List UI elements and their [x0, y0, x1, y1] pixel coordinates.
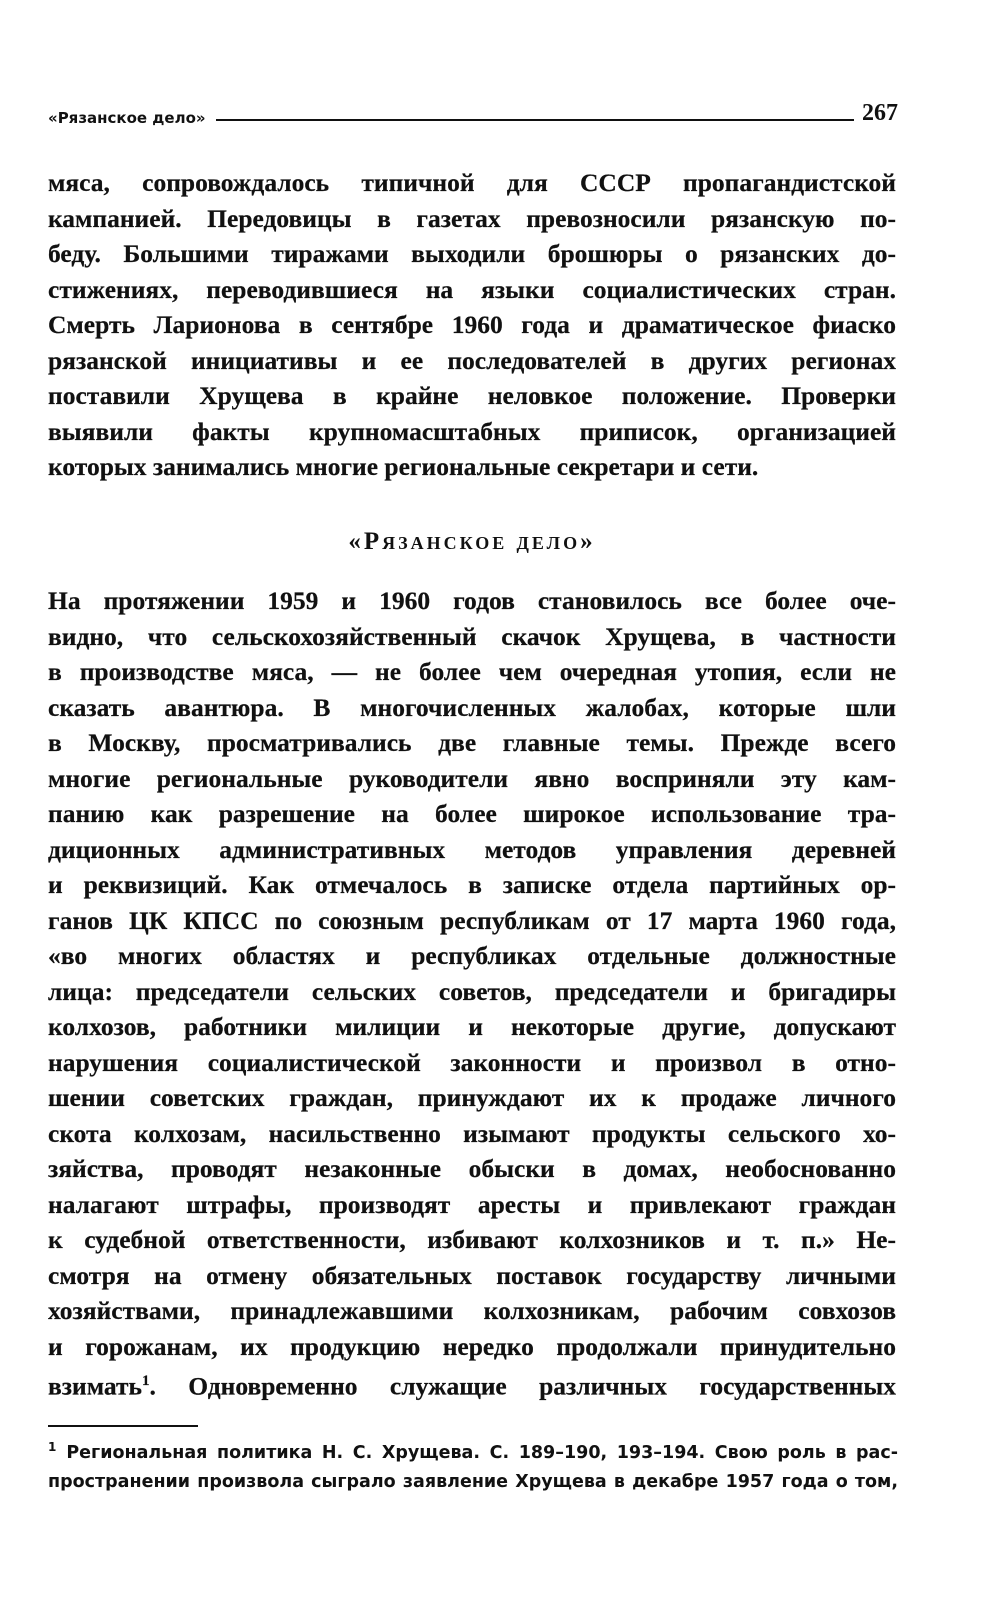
text-line: смотря на отмену обязательных поставок государству личными — [48, 1260, 896, 1290]
text-line: выявили факты крупномасштабных приписок, организацией — [48, 416, 896, 446]
header-rule — [216, 119, 854, 121]
text-fragment: взимать — [48, 1371, 143, 1401]
section-heading: «Рязанское дело» — [348, 528, 596, 555]
text-line: скота колхозам, насильственно изымают продукты сельского хо- — [48, 1118, 896, 1148]
running-title: «Рязанское дело» — [48, 109, 206, 127]
text-line: диционных административных методов управления деревней — [48, 834, 896, 864]
footnote-rule — [48, 1425, 198, 1427]
footnote-line: пространении произвола сыграло заявление Хрущева в декабре 1957 года о том, — [48, 1471, 898, 1492]
text-fragment: . Одновременно служащие различных государственных — [149, 1371, 896, 1401]
text-line: кампанией. Передовицы в газетах превозносили рязанскую по- — [48, 203, 896, 233]
text-line: колхозов, работники милиции и некоторые другие, допускают — [48, 1012, 896, 1041]
text-line: зяйства, проводят незаконные обыски в домах, необоснованно — [48, 1154, 896, 1183]
paragraph-2 — [48, 583, 896, 1404]
text-line: которых занимались многие региональные секретари и сети. — [48, 452, 759, 481]
paragraph-1 — [48, 165, 896, 485]
text-line: рязанской инициативы и ее последователей в других регионах — [48, 345, 896, 375]
text-line: к судебной ответственности, избивают колхозников и т. п.» Не- — [48, 1225, 896, 1254]
footnote — [48, 1433, 898, 1497]
text-line: видно, что сельскохозяйственный скачок Хрущева, в частности — [48, 621, 896, 651]
text-line: Смерть Ларионова в сентябре 1960 года и драматическое фиаско — [48, 310, 896, 339]
text-line: и реквизиций. Как отмечалось в записке отдела партийных ор- — [48, 870, 896, 899]
text-line: сказать авантюра. В многочисленных жалобах, которые шли — [48, 692, 896, 722]
text-line: беду. Большими тиражами выходили брошюры о рязанских до- — [48, 239, 896, 268]
text-line: панию как разрешение на более широкое использование тра- — [48, 799, 896, 828]
text-line: ганов ЦК КПСС по союзным республикам от 17 марта 1960 года, — [48, 905, 896, 935]
text-line: хозяйствами, принадлежавшими колхозникам, рабочим совхозов — [48, 1296, 896, 1325]
text-line-with-footnote-ref — [48, 1364, 896, 1404]
footnote-text: Региональная политика Н. С. Хрущева. С. 189–190, 193–194. Свою роль в рас- — [66, 1442, 898, 1463]
footnote-reference[interactable]: 1 — [142, 1373, 150, 1389]
text-line: в Москву, просматривались две главные темы. Прежде всего — [48, 728, 896, 757]
text-line: поставили Хрущева в крайне неловкое положение. Проверки — [48, 381, 896, 410]
text-line: мяса, сопровождалось типичной для СССР пропагандистской — [48, 168, 896, 197]
text-line: в производстве мяса, — не более чем очередная утопия, если не — [48, 657, 896, 686]
text-line: шении советских граждан, принуждают их к продаже личного — [48, 1083, 896, 1112]
footnote-line — [48, 1433, 898, 1468]
text-line: стижениях, переводившиеся на языки социалистических стран. — [48, 274, 896, 304]
text-line: «во многих областях и республиках отдельные должностные — [48, 941, 896, 970]
footnote-marker: 1 — [48, 1440, 57, 1454]
text-line: нарушения социалистической законности и произвол в отно- — [48, 1047, 896, 1077]
text-line: многие региональные руководители явно восприняли эту кам- — [48, 763, 896, 793]
text-line: и горожанам, их продукцию нередко продолжали принудительно — [48, 1331, 896, 1361]
text-line: налагают штрафы, производят аресты и привлекают граждан — [48, 1189, 896, 1219]
text-line: лица: председатели сельских советов, председатели и бригадиры — [48, 976, 896, 1006]
page-number: 267 — [862, 100, 898, 126]
running-header — [48, 100, 898, 127]
text-line: На протяжении 1959 и 1960 годов становилось все более оче- — [48, 586, 896, 615]
